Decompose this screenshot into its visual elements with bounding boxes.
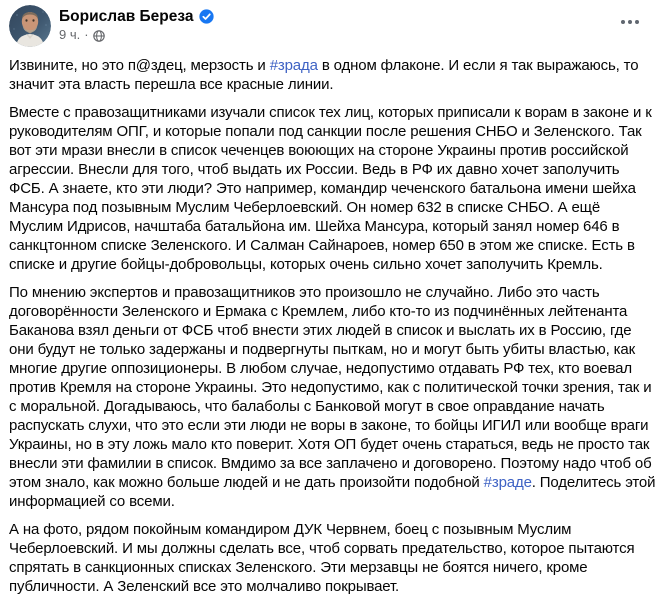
post-paragraph: Извините, но это п@здец, мерзость и #зрада в одном флаконе. И если я так выражаюсь, то значит эта власть перешла все красные линии.: [9, 57, 639, 93]
more-options-button[interactable]: [618, 17, 642, 27]
globe-icon: [93, 30, 105, 42]
post-header: [0, 0, 666, 49]
post-text: [0, 49, 666, 596]
hashtag-link[interactable]: #зрада: [269, 57, 318, 74]
post-meta: [59, 27, 214, 43]
meta-separator: ·: [84, 27, 89, 42]
hashtag-link[interactable]: #зраде: [483, 474, 532, 491]
post-paragraph: Вместе с правозащитниками изучали список тех лиц, которых приписали к ворам в законе и к руководителям ОПГ, и которые попали под санкции после решения СНБО и Зеленского. Так вот эти мрази внесли в список чеченцев воюющих на стороне Украины против российской агрессии. Внесли для того, чтоб выдать их России. Ведь в РФ их давно хочет заполучить ФСБ. А знаете, кто эти люди? Это например, командир чеченского батальона имени шейха Мансура под позывным Муслим Чеберлоевский. Он номер 632 в списке СНБО. А ещё Муслим Идрисов, начштаба батальйона им. Шейха Мансура, который занял номер 646 в санкцтонном списке Зеленского. И Салман Сайнароев, номер 650 в этом же списке. Есть в списке и другие бойцы-добровольцы, которых очень сильно хочет заполучить Кремль.: [9, 104, 652, 273]
timestamp[interactable]: 9 ч.: [59, 27, 81, 42]
author-name[interactable]: Борислав Береза: [59, 8, 194, 25]
post-paragraph: По мнению экспертов и правозащитников это произошло не случайно. Либо это часть договорённости Зеленского и Ермака с Кремлем, либо кто-то из подчинённых лейтенанта Баканова взял деньги от ФСБ чтоб внести этих людей в список и выслать их в Россию, где они будут не только задержаны и подвергнуты пыткам, но и могут быть убиты властью, как многие другие оппозиционеры. В любом случае, недопустимо отдавать РФ тех, кто воевал против Кремля на стороне Украины. Это недопустимо, как с политической точки зрения, так и с моральной. Догадываюсь, что балаболы с Банковой могут в свое оправдание начать распускать слухи, что это если эти люди не воры в законе, то бойцы ИГИЛ или вообще враги Украины, но в эту ложь мало кто поверит. Хотя ОП будет очень стараться, ведь не просто так внесли эти фамилии в список. Вмдимо за все заплачено и договорено. Поэтому надо чтоб об этом знало, как можно больше людей и не дать произойти подобной #зраде. Поделитесь этой информацией со всеми.: [9, 284, 656, 510]
verified-badge-icon: [199, 9, 214, 24]
post-paragraph: А на фото, рядом покойным командиром ДУК Червнем, боец с позывным Муслим Чеберлоевский. И мы должны сделать все, чтоб сорвать предательство, которое пытаются спрятать в санкционных списках Зеленского. Эти мерзавцы не боятся ничего, кроме публичности. А Зеленский все это молчаливо покрывает.: [9, 521, 635, 595]
avatar[interactable]: [9, 5, 51, 47]
header-info: [59, 5, 214, 43]
more-options-icon: [620, 19, 640, 25]
avatar-photo: [9, 5, 51, 47]
